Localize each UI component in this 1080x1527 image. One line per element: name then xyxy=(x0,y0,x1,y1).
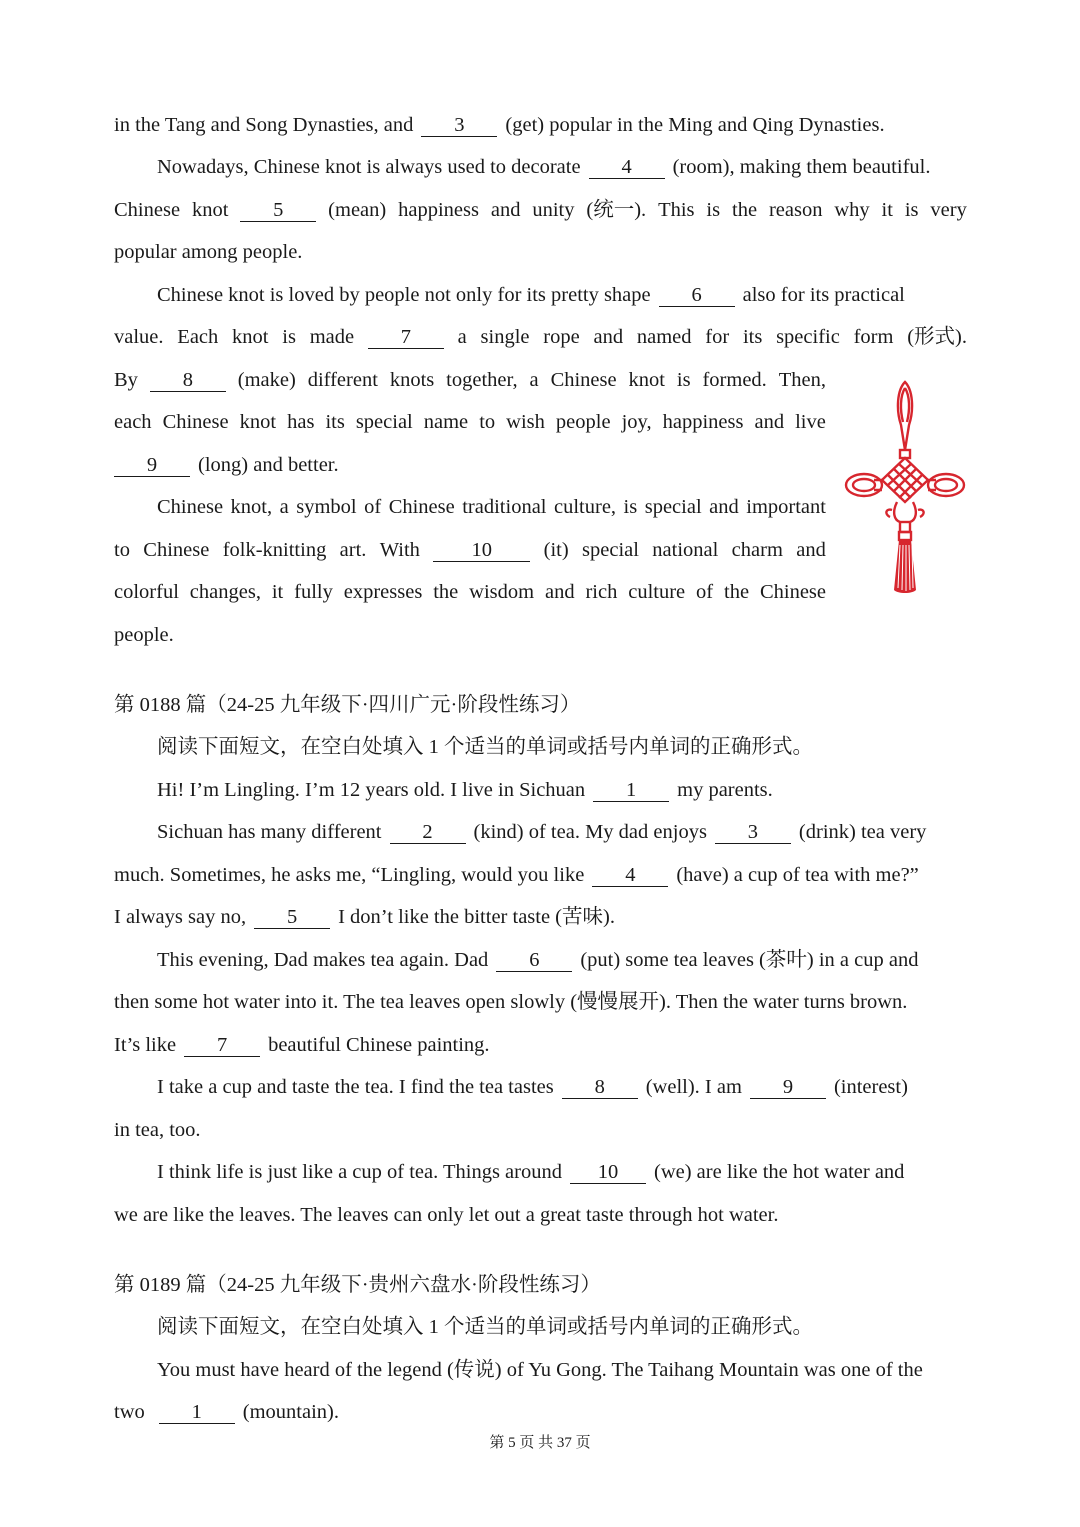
text-line: I take a cup and taste the tea. I find the tea tastes 8 (well). I am 9 (interest) xyxy=(157,1076,908,1098)
section-heading: 第 0189 篇（24-25 九年级下·贵州六盘水·阶段性练习） xyxy=(114,1274,601,1296)
text-line: I think life is just like a cup of tea. Things around 10 (we) are like the hot water and xyxy=(157,1161,905,1183)
text-line: Sichuan has many different 2 (kind) of tea. My dad enjoys 3 (drink) tea very xyxy=(157,821,927,843)
text-line: each Chinese knot has its special name to wish people joy, happiness and live xyxy=(114,411,826,433)
answer-blank[interactable]: 5 xyxy=(240,199,316,222)
answer-blank[interactable]: 10 xyxy=(570,1161,646,1184)
page-footer: 第 5 页 共 37 页 xyxy=(489,1435,591,1451)
answer-blank[interactable]: 2 xyxy=(390,821,466,844)
answer-blank[interactable]: 10 xyxy=(433,539,530,562)
answer-blank[interactable]: 9 xyxy=(114,454,190,477)
text-line: By 8 (make) different knots together, a Chinese knot is formed. Then, xyxy=(114,369,826,391)
answer-blank[interactable]: 7 xyxy=(368,326,444,349)
answer-blank[interactable]: 3 xyxy=(715,821,791,844)
answer-blank[interactable]: 8 xyxy=(562,1076,638,1099)
text-line: two 1 (mountain). xyxy=(114,1401,339,1423)
chinese-knot-icon xyxy=(842,380,968,602)
text-line: in tea, too. xyxy=(114,1119,201,1141)
text-line: Chinese knot is loved by people not only for its pretty shape 6 also for its practical xyxy=(157,284,905,306)
text-line: It’s like 7 beautiful Chinese painting. xyxy=(114,1034,490,1056)
text-line: then some hot water into it. The tea leaves open slowly (慢慢展开). Then the water turns brown. xyxy=(114,991,908,1013)
text-line: in the Tang and Song Dynasties, and 3 (get) popular in the Ming and Qing Dynasties. xyxy=(114,114,885,136)
answer-blank[interactable]: 4 xyxy=(592,864,668,887)
answer-blank[interactable]: 4 xyxy=(589,156,665,179)
answer-blank[interactable]: 6 xyxy=(496,949,572,972)
text-line: popular among people. xyxy=(114,241,303,263)
answer-blank[interactable]: 3 xyxy=(421,114,497,137)
text-line: to Chinese folk-knitting art. With 10 (it) special national charm and xyxy=(114,539,826,561)
answer-blank[interactable]: 9 xyxy=(750,1076,826,1099)
text-line: You must have heard of the legend (传说) of Yu Gong. The Taihang Mountain was one of the xyxy=(157,1359,923,1381)
text-line: colorful changes, it fully expresses the wisdom and rich culture of the Chinese xyxy=(114,581,826,603)
text-line: people. xyxy=(114,624,174,646)
text-line: 9 (long) and better. xyxy=(114,450,967,480)
text-line: This evening, Dad makes tea again. Dad 6 (put) some tea leaves (茶叶) in a cup and xyxy=(157,949,919,971)
text-line: Chinese knot 5 (mean) happiness and unity (统一). This is the reason why it is very xyxy=(114,199,967,221)
text-line: Hi! I’m Lingling. I’m 12 years old. I live in Sichuan 1 my parents. xyxy=(157,779,773,801)
answer-blank[interactable]: 1 xyxy=(159,1401,235,1424)
answer-blank[interactable]: 6 xyxy=(659,284,735,307)
text-line: we are like the leaves. The leaves can only let out a great taste through hot water. xyxy=(114,1204,779,1226)
answer-blank[interactable]: 5 xyxy=(254,906,330,929)
answer-blank[interactable]: 8 xyxy=(150,369,226,392)
section-heading: 第 0188 篇（24-25 九年级下·四川广元·阶段性练习） xyxy=(114,694,581,716)
instruction: 阅读下面短文，在空白处填入 1 个适当的单词或括号内单词的正确形式。 xyxy=(157,736,813,758)
text-line: value. Each knot is made 7 a single rope and named for its specific form (形式). xyxy=(114,326,967,348)
text-line: much. Sometimes, he asks me, “Lingling, would you like 4 (have) a cup of tea with me?” xyxy=(114,864,919,886)
text-line: Chinese knot, a symbol of Chinese traditional culture, is special and important xyxy=(157,496,826,518)
text-line: I always say no, 5 I don’t like the bitter taste (苦味). xyxy=(114,906,615,928)
text-line: Nowadays, Chinese knot is always used to decorate 4 (room), making them beautiful. xyxy=(157,156,931,178)
answer-blank[interactable]: 1 xyxy=(593,779,669,802)
instruction: 阅读下面短文，在空白处填入 1 个适当的单词或括号内单词的正确形式。 xyxy=(157,1316,813,1338)
answer-blank[interactable]: 7 xyxy=(184,1034,260,1057)
